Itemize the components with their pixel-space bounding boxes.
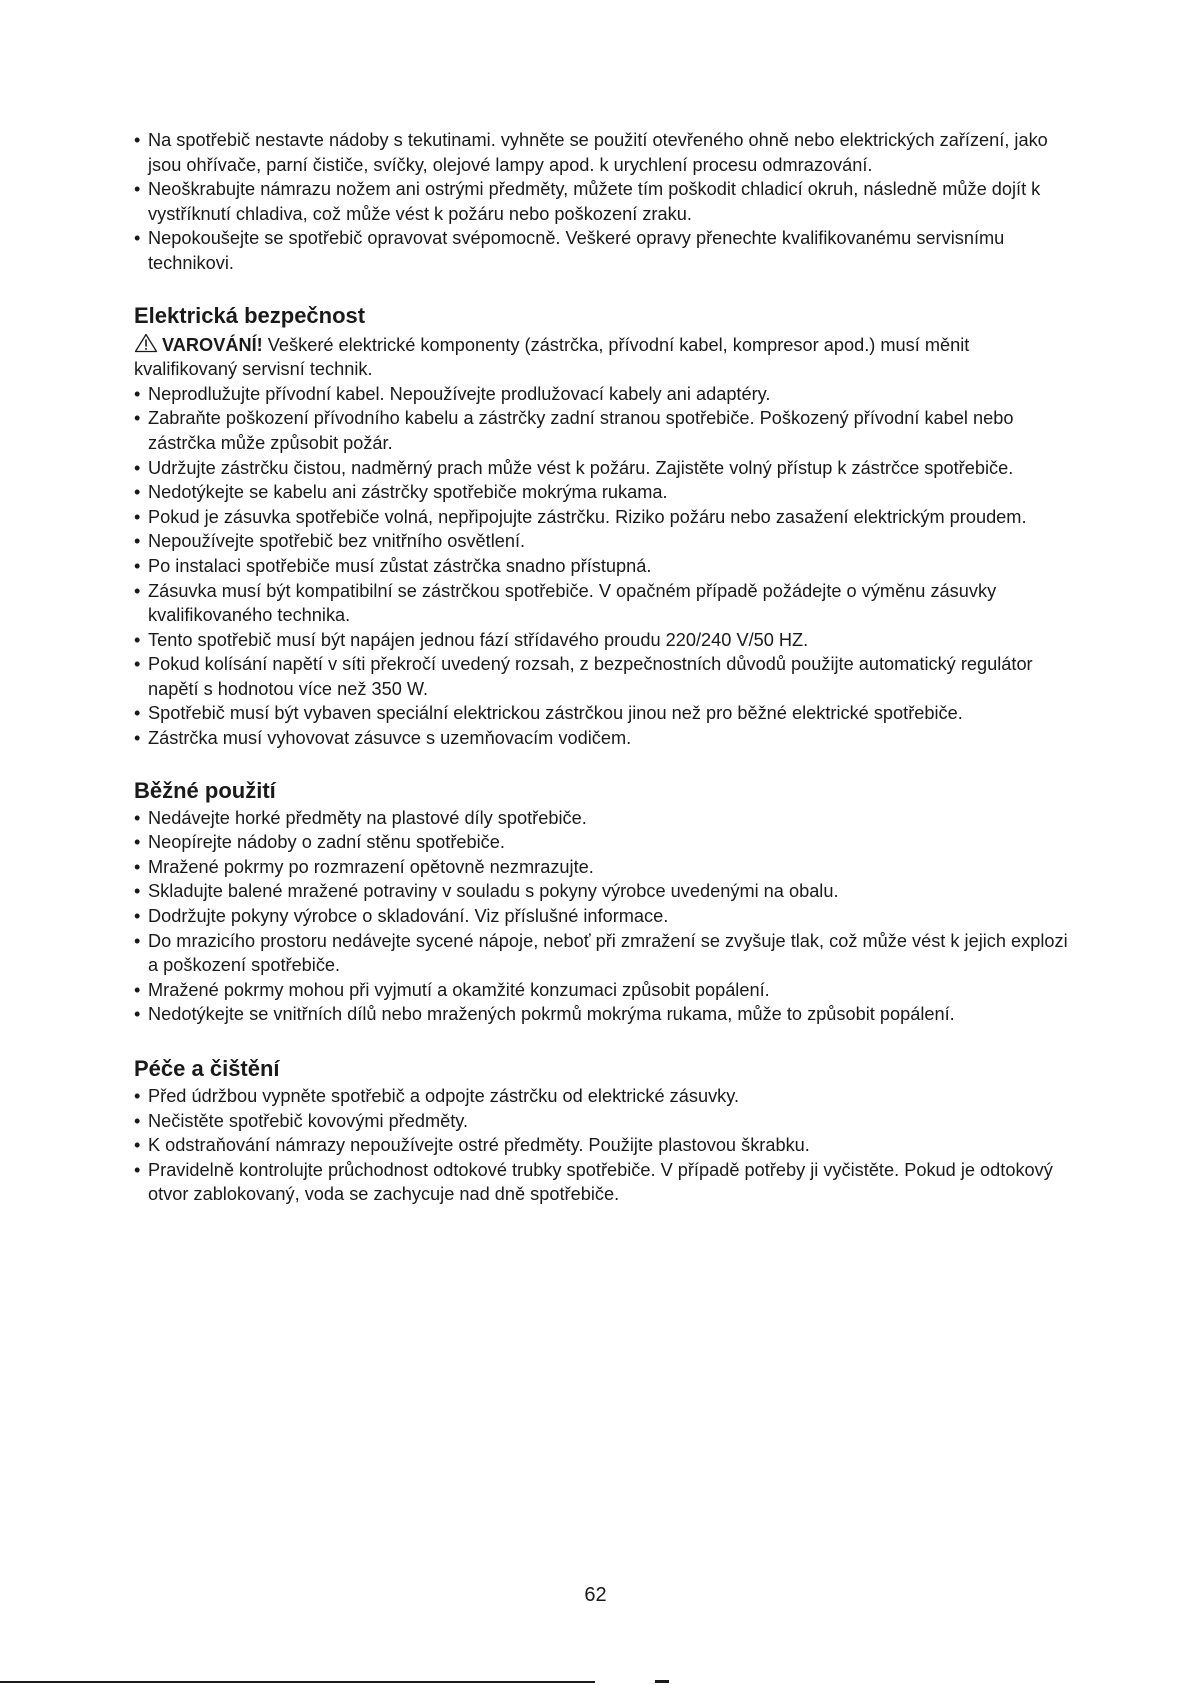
page-content	[134, 128, 1069, 1207]
footer-mark	[655, 1680, 669, 1683]
section-heading: Péče a čištění	[134, 1056, 280, 1081]
list-item: • Nedotýkejte se vnitřních dílů nebo mražených pokrmů mokrýma rukama, může to způsobit popálení.	[134, 1002, 1069, 1027]
section-heading: Elektrická bezpečnost	[134, 302, 366, 328]
list-item: • Mražené pokrmy po rozmrazení opětovně nezmrazujte.	[134, 855, 1069, 880]
list-item: • Před údržbou vypněte spotřebič a odpojte zástrčku od elektrické zásuvky.	[134, 1084, 1069, 1109]
warning-label: VAROVÁNÍ!	[162, 334, 263, 355]
footer-rule	[0, 1681, 595, 1683]
list-item: • Nepokoušejte se spotřebič opravovat svépomocně. Veškeré opravy přenechte kvalifikovanému servisnímu technikovi.	[134, 226, 1069, 275]
list-item: • Dodržujte pokyny výrobce o skladování. Viz příslušné informace.	[134, 904, 1069, 929]
list-item: • Do mrazicího prostoru nedávejte sycené nápoje, neboť při zmražení se zvyšuje tlak, což může vést k jejich explozi a poškození spotřebiče.	[134, 929, 1069, 978]
care-cleaning-section	[134, 1055, 1069, 1207]
section-heading: Běžné použití	[134, 777, 276, 803]
list-item: • Spotřebič musí být vybaven speciální elektrickou zástrčkou jinou než pro běžné elektrické spotřebiče.	[134, 701, 1069, 726]
list-item: • Udržujte zástrčku čistou, nadměrný prach může vést k požáru. Zajistěte volný přístup k zástrčce spotřebiče.	[134, 456, 1069, 481]
warning-triangle-icon	[134, 333, 158, 353]
list-item: • Neopírejte nádoby o zadní stěnu spotřebiče.	[134, 830, 1069, 855]
list-item: • Pravidelně kontrolujte průchodnost odtokové trubky spotřebiče. V případě potřeby ji vyčistěte. Pokud je odtokový otvor zablokovaný, voda se zachycuje nad dně spotřebiče.	[134, 1158, 1069, 1207]
list-item: • K odstraňování námrazy nepoužívejte ostré předměty. Použijte plastovou škrabku.	[134, 1133, 1069, 1158]
list-item: • Zástrčka musí vyhovovat zásuvce s uzemňovacím vodičem.	[134, 726, 1069, 751]
list-item: • Zásuvka musí být kompatibilní se zástrčkou spotřebiče. V opačném případě požádejte o výměnu zásuvky kvalifikovaného technika.	[134, 579, 1069, 628]
list-item: • Nečistěte spotřebič kovovými předměty.	[134, 1109, 1069, 1134]
list-item: • Na spotřebič nestavte nádoby s tekutinami. vyhněte se použití otevřeného ohně nebo elektrických zařízení, jako jsou ohřívače, parní čističe, svíčky, olejové lampy apod. k urychlení procesu odmrazování.	[134, 128, 1069, 177]
care-list	[134, 1084, 1069, 1207]
list-item: • Zabraňte poškození přívodního kabelu a zástrčky zadní stranou spotřebiče. Poškozený přívodní kabel nebo zástrčka může způsobit požár.	[134, 406, 1069, 455]
list-item: • Pokud kolísání napětí v síti překročí uvedený rozsah, z bezpečnostních důvodů použijte automatický regulátor napětí s hodnotou více než 350 W.	[134, 652, 1069, 701]
electrical-list	[134, 382, 1069, 751]
normal-use-list	[134, 806, 1069, 1027]
list-item: • Mražené pokrmy mohou při vyjmutí a okamžité konzumaci způsobit popálení.	[134, 978, 1069, 1003]
list-item: • Pokud je zásuvka spotřebiče volná, nepřipojujte zástrčku. Riziko požáru nebo zasažení elektrickým proudem.	[134, 505, 1069, 530]
electrical-safety-section	[134, 302, 1069, 751]
list-item: • Neprodlužujte přívodní kabel. Nepoužívejte prodlužovací kabely ani adaptéry.	[134, 382, 1069, 407]
normal-use-section	[134, 777, 1069, 1027]
page-number: 62	[584, 1584, 607, 1606]
warning-paragraph	[134, 333, 1069, 382]
list-item: • Skladujte balené mražené potraviny v souladu s pokyny výrobce uvedenými na obalu.	[134, 879, 1069, 904]
list-item: • Nedotýkejte se kabelu ani zástrčky spotřebiče mokrýma rukama.	[134, 480, 1069, 505]
warning-text: Veškeré elektrické komponenty (zástrčka, přívodní kabel, kompresor apod.) musí měnit kvalifikovaný servisní technik.	[134, 334, 970, 380]
list-item: • Neoškrabujte námrazu nožem ani ostrými předměty, můžete tím poškodit chladicí okruh, následně může dojít k vystříknutí chladiva, což může vést k požáru nebo poškození zraku.	[134, 177, 1069, 226]
list-item: • Tento spotřebič musí být napájen jednou fází střídavého proudu 220/240 V/50 HZ.	[134, 628, 1069, 653]
intro-list	[134, 128, 1069, 276]
list-item: • Po instalaci spotřebiče musí zůstat zástrčka snadno přístupná.	[134, 554, 1069, 579]
list-item: • Nedávejte horké předměty na plastové díly spotřebiče.	[134, 806, 1069, 831]
list-item: • Nepoužívejte spotřebič bez vnitřního osvětlení.	[134, 529, 1069, 554]
